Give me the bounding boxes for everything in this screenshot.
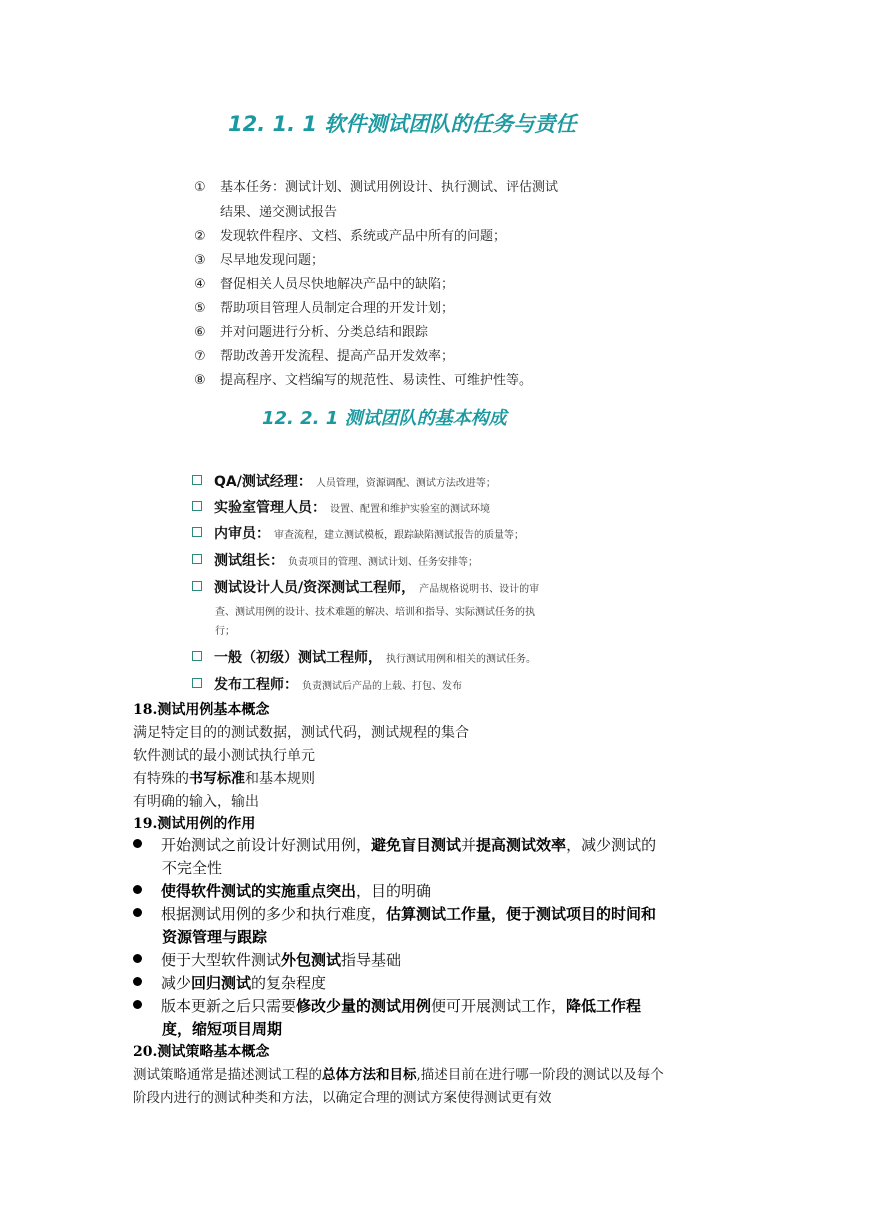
role-name: QA/测试经理： [214, 474, 312, 490]
task-number: ① [194, 180, 206, 195]
role-desc: 人员管理，资源调配、测试方法改进等； [315, 478, 496, 489]
checkbox-square-icon [192, 581, 202, 591]
emphasis-text: 度，缩短项目周期 [162, 1020, 283, 1038]
task-number: ⑥ [194, 325, 206, 340]
task-number: ③ [194, 253, 206, 268]
task-text: 发现软件程序、文档、系统或产品中所有的问题； [220, 229, 507, 244]
text-run: 便于大型软件测试 [161, 951, 282, 969]
section-20-title: 20.测试策略基本概念 [133, 1044, 270, 1060]
task-text: 帮助项目管理人员制定合理的开发计划； [220, 301, 455, 316]
task-text: 督促相关人员尽快地解决产品中的缺陷； [220, 277, 455, 292]
emphasis-text: 提高测试效率 [476, 836, 567, 854]
text-line: 软件测试的最小测试执行单元 [133, 748, 315, 764]
text-run: 开始测试之前设计好测试用例， [161, 836, 372, 854]
bullet-item [133, 903, 656, 924]
text-run: 便可开展测试工作， [431, 997, 567, 1015]
checkbox-square-icon [192, 527, 202, 537]
task-item [194, 297, 454, 316]
section-heading-12-2-1: 12. 2. 1 测试团队的基本构成 [262, 408, 507, 429]
checkbox-square-icon [192, 678, 202, 688]
bullet-dot-icon [133, 954, 142, 963]
bullet-dot-icon [133, 1000, 142, 1009]
task-text: 帮助改善开发流程、提高产品开发效率； [220, 349, 455, 364]
emphasis-text: 修改少量的测试用例 [296, 997, 432, 1015]
emphasis-text: 估算测试工作量，便于测试项目的时间和 [386, 905, 657, 923]
role-desc: 执行测试用例和相关的测试任务。 [386, 654, 536, 665]
bullet-item [133, 834, 656, 855]
checkbox-square-icon [192, 475, 202, 485]
section-18-title: 18.测试用例基本概念 [133, 702, 270, 718]
text-line: 阶段内进行的测试种类和方法，以确定合理的测试方案使得测试更有效 [133, 1090, 552, 1106]
text-run: 版本更新之后只需要 [161, 997, 297, 1015]
role-desc: 设置、配置和维护实验室的测试环境 [330, 504, 490, 515]
role-desc: 负责项目的管理、测试计划、任务安排等； [288, 557, 478, 568]
task-item [194, 321, 428, 340]
text-run: 根据测试用例的多少和执行难度， [161, 905, 387, 923]
task-text: 基本任务：测试计划、测试用例设计、执行测试、评估测试 [220, 180, 559, 195]
role-item [192, 471, 496, 491]
text-run: 测试策略通常是描述测试工程的 [133, 1067, 322, 1083]
emphasis-text: 回归测试 [191, 974, 252, 992]
role-item [192, 647, 536, 667]
task-item [194, 369, 532, 388]
role-name: 测试设计人员/资深测试工程师， [214, 580, 416, 596]
emphasis-text: 使得软件测试的实施重点突出 [161, 882, 357, 900]
emphasis-text: 资源管理与跟踪 [162, 928, 268, 946]
text-line: 有明确的输入，输出 [133, 794, 259, 810]
bullet-continuation [162, 1018, 282, 1039]
bullet-dot-icon [133, 839, 142, 848]
text-run: 减少 [161, 974, 192, 992]
emphasis-text: 避免盲目测试 [371, 836, 462, 854]
role-desc-continuation: 查、测试用例的设计、技术难题的解决、培训和指导、实际测试任务的执 [215, 607, 535, 618]
bullet-item [133, 880, 431, 901]
bullet-item [133, 995, 641, 1016]
text-line [133, 1063, 664, 1083]
emphasis-text: 外包测试 [281, 951, 342, 969]
bullet-continuation: 不完全性 [162, 859, 223, 877]
task-number: ⑤ [194, 301, 206, 316]
role-item [192, 577, 539, 597]
text-line [133, 768, 315, 788]
bullet-item [133, 972, 326, 993]
bullet-dot-icon [133, 908, 142, 917]
text-run: 指导基础 [341, 951, 402, 969]
bullet-dot-icon [133, 885, 142, 894]
task-item [194, 273, 454, 292]
task-item-continuation: 结果、递交测试报告 [220, 205, 338, 220]
task-number: ④ [194, 277, 206, 292]
text-run: 的复杂程度 [251, 974, 327, 992]
text-run: 和基本规则 [245, 771, 315, 787]
section-19-title: 19.测试用例的作用 [133, 816, 256, 832]
role-name: 测试组长： [214, 553, 284, 569]
task-number: ⑦ [194, 349, 206, 364]
emphasis-text: 降低工作程 [566, 997, 642, 1015]
emphasis-text: 总体方法和目标 [322, 1067, 417, 1083]
task-number: ⑧ [194, 373, 206, 388]
role-desc: 负责测试后产品的上载、打包、发布 [302, 681, 462, 692]
text-run: ，减少测试的 [566, 836, 657, 854]
task-text: 提高程序、文档编写的规范性、易读性、可维护性等。 [220, 373, 533, 388]
task-item [194, 176, 558, 195]
role-desc: 产品规格说明书、设计的审 [419, 584, 540, 595]
role-name: 内审员： [214, 526, 270, 542]
role-name: 一般（初级）测试工程师， [214, 650, 382, 666]
role-name: 发布工程师： [214, 677, 298, 693]
checkbox-square-icon [192, 501, 202, 511]
section-heading-12-1-1: 12. 1. 1 软件测试团队的任务与责任 [228, 112, 577, 136]
role-item [192, 523, 524, 543]
task-text: 尽早地发现问题； [220, 253, 325, 268]
emphasis-text: 书写标准 [189, 771, 245, 787]
bullet-continuation [162, 926, 267, 947]
text-run: ，目的明确 [356, 882, 432, 900]
task-number: ② [194, 229, 206, 244]
text-line: 满足特定目的的测试数据，测试代码，测试规程的集合 [133, 725, 469, 741]
role-desc-continuation: 行； [215, 626, 235, 637]
text-run: 并 [461, 836, 477, 854]
checkbox-square-icon [192, 651, 202, 661]
checkbox-square-icon [192, 554, 202, 564]
task-item [194, 345, 454, 364]
task-item [194, 225, 506, 244]
task-item [194, 249, 324, 268]
bullet-dot-icon [133, 977, 142, 986]
role-item [192, 550, 478, 570]
role-item [192, 497, 490, 517]
text-run: ,描述目前在进行哪一阶段的测试以及每个 [416, 1067, 664, 1083]
bullet-item [133, 949, 401, 970]
role-item [192, 674, 462, 694]
role-name: 实验室管理人员： [214, 500, 326, 516]
task-text: 并对问题进行分析、分类总结和跟踪 [220, 325, 429, 340]
role-desc: 审查流程，建立测试模板，跟踪缺陷测试报告的质量等； [274, 530, 524, 541]
text-run: 有特殊的 [133, 771, 189, 787]
